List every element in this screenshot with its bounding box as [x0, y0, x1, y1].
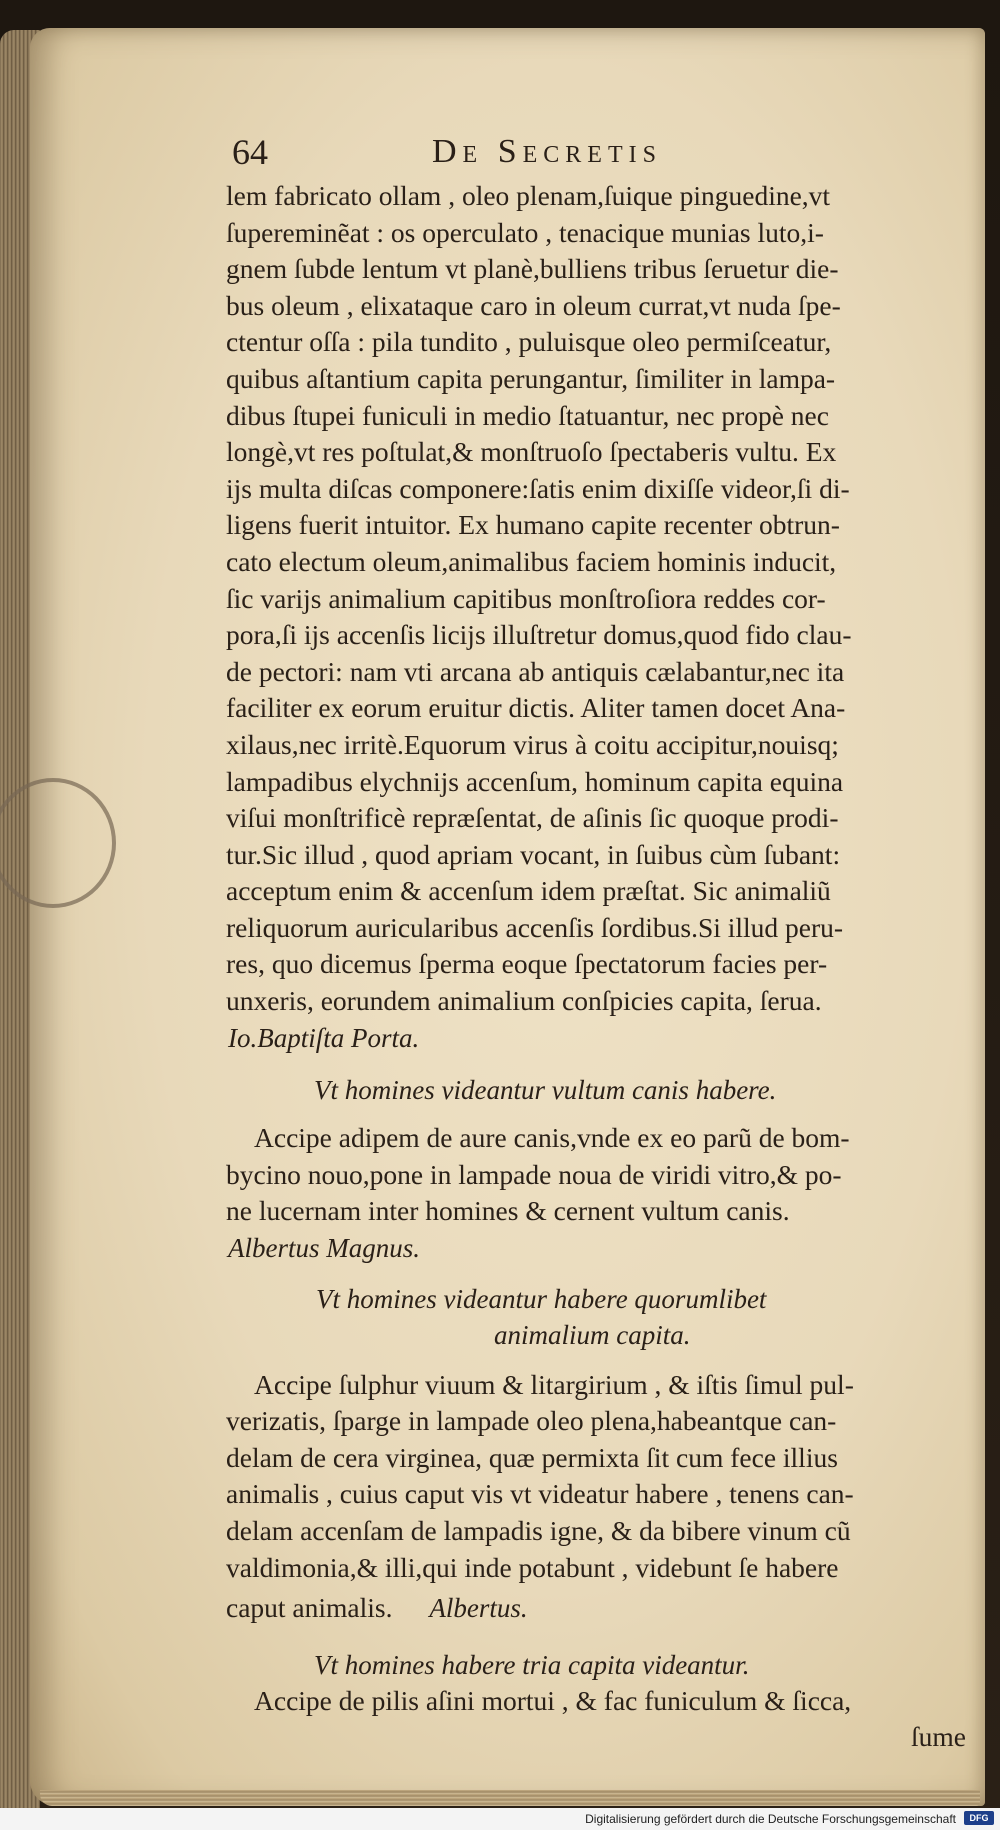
animalium-line-2: verizatis, ſparge in lampade oleo plena,habeantque can-	[226, 1405, 837, 1437]
heading-tria-capita: Vt homines habere tria capita videantur.	[314, 1649, 750, 1680]
body-line-9: ijs multa diſcas componere:ſatis enim dixiſſe videor,ſi di-	[226, 472, 850, 504]
body-line-2: ſupereminẽat : os operculato , tenacique munias luto,i-	[226, 216, 824, 248]
section-animalium-text	[226, 1367, 966, 1587]
body-line-15: faciliter ex eorum eruitur dictis. Aliter tamen docet Ana-	[226, 692, 846, 724]
animalium-line-1: Accipe ſulphur viuum & litargirium , & iſtis ſimul pul-	[254, 1368, 854, 1400]
canis-line-3: ne lucernam inter homines & cernent vultum canis.	[226, 1195, 790, 1227]
heading-animalium-line-1: Vt homines videantur habere quorumlibet	[316, 1283, 767, 1314]
body-line-7: dibus ſtupei funiculi in medio ſtatuantur, nec propè nec	[226, 399, 829, 431]
animalium-line-3: delam de cera virginea, quæ permixta ſit cum fece illius	[226, 1441, 838, 1473]
section-animalium-last-line	[226, 1590, 966, 1627]
body-line-16: xilaus,nec irritè.Equorum virus à coitu accipitur,nouisq;	[226, 728, 839, 760]
section-tria-capita-text: Accipe de pilis aſini mortui , & fac funiculum & ſicca,	[254, 1684, 852, 1716]
source-albertus: Albertus.	[429, 1593, 528, 1624]
body-paragraph	[226, 178, 966, 1020]
body-line-14: de pectori: nam vti arcana ab antiquis cælabantur,nec ita	[226, 655, 845, 687]
body-line-11: cato electum oleum,animalibus faciem hominis inducit,	[226, 545, 837, 577]
heading-animalium-line-2: animalium capita.	[494, 1319, 691, 1350]
last-line-text: caput animalis.	[226, 1592, 393, 1624]
animalium-line-4: animalis , cuius caput vis vt videatur habere , tenens can-	[226, 1478, 854, 1510]
body-line-18: viſui monſtrificè repræſentat, de aſinis ſic quoque prodi-	[226, 802, 839, 834]
page-bottom-edge	[40, 1790, 980, 1806]
body-line-10: ligens fuerit intuitor. Ex humano capite recenter obtrun-	[226, 509, 840, 541]
page-header	[226, 130, 966, 178]
catchword: ſume	[911, 1721, 966, 1753]
body-line-4: bus oleum , elixataque caro in oleum currat,vt nuda ſpe-	[226, 289, 841, 321]
animalium-line-5: delam accenſam de lampadis igne, & da bibere vinum cũ	[226, 1515, 851, 1546]
text-block	[226, 130, 966, 1756]
running-head: De Secretis	[432, 133, 662, 170]
dfg-logo-icon: DFG	[964, 1811, 994, 1825]
source-porta: Io.Baptiſta Porta.	[228, 1022, 420, 1053]
body-line-20: acceptum enim & accenſum idem præſtat. Sic animaliũ	[226, 875, 831, 907]
body-line-23: unxeris, eorundem animalium conſpicies capita, ſerua.	[226, 985, 822, 1017]
body-line-1: lem fabricato ollam , oleo plenam,ſuique pinguedine,vt	[226, 180, 831, 211]
section-canis-text	[226, 1120, 966, 1230]
body-line-12: ſic varijs animalium capitibus monſtroſiora reddes cor-	[226, 582, 826, 614]
digitization-note: Digitalisierung gefördert durch die Deutsche Forschungsgemeinschaft	[585, 1812, 956, 1826]
heading-canis: Vt homines videantur vultum canis habere.	[314, 1075, 777, 1106]
body-line-21: reliquorum auricularibus accenſis ſordibus.Si illud peru-	[226, 911, 844, 943]
body-line-13: pora,ſi ijs accenſis licijs illuſtretur domus,quod fido clau-	[226, 619, 852, 651]
canis-line-2: bycino nouo,pone in lampade noua de viridi vitro,& po-	[226, 1158, 842, 1190]
body-line-17: lampadibus elychnijs accenſum, hominum capita equina	[226, 765, 844, 797]
body-line-3: gnem ſubde lentum vt planè,bulliens tribus ſeruetur die-	[226, 253, 839, 285]
canis-line-1: Accipe adipem de aure canis,vnde ex eo parũ de bom-	[254, 1122, 850, 1154]
body-line-8: longè,vt res poſtulat,& monſtruoſo ſpectaberis vultu. Ex	[226, 436, 837, 468]
body-line-22: res, quo dicemus ſperma eoque ſpectatorum facies per-	[226, 948, 828, 980]
source-albertus-magnus: Albertus Magnus.	[228, 1233, 420, 1264]
page-number: 64	[232, 132, 268, 172]
body-line-5: ctentur oſſa : pila tundito , puluisque oleo permiſceatur,	[226, 326, 832, 358]
body-line-19: tur.Sic illud , quod apriam vocant, in ſuibus cùm ſubant:	[226, 838, 841, 870]
body-line-6: quibus aſtantium capita perungantur, ſimiliter in lampa-	[226, 362, 836, 394]
animalium-line-6: valdimonia,& illi,qui inde potabunt , videbunt ſe habere	[226, 1551, 839, 1583]
